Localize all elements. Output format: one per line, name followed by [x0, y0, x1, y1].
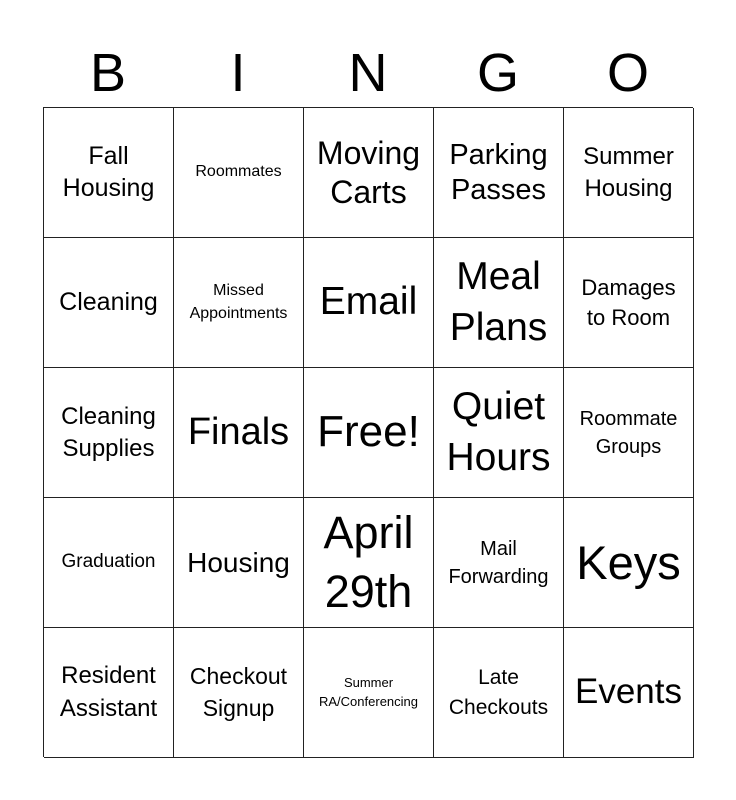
bingo-cell[interactable]: Graduation [44, 498, 174, 628]
bingo-cell[interactable]: Quiet Hours [434, 368, 564, 498]
bingo-cell[interactable]: Parking Passes [434, 108, 564, 238]
bingo-header [43, 42, 693, 104]
bingo-cell[interactable]: April 29th [304, 498, 434, 628]
bingo-cell[interactable]: Mail Forwarding [434, 498, 564, 628]
bingo-cell[interactable]: Late Checkouts [434, 628, 564, 758]
bingo-cell[interactable]: Missed Appointments [174, 238, 304, 368]
bingo-cell[interactable]: Cleaning Supplies [44, 368, 174, 498]
header-letter-i: I [230, 43, 246, 103]
bingo-cell[interactable]: Events [564, 628, 694, 758]
header-letter-b: B [89, 43, 127, 103]
bingo-cell[interactable]: Summer Housing [564, 108, 694, 238]
header-letter-o: O [606, 43, 649, 103]
bingo-cell[interactable]: Email [304, 238, 434, 368]
bingo-cell[interactable]: Finals [174, 368, 304, 498]
bingo-card [43, 107, 693, 757]
header-letter-n: N [348, 43, 388, 103]
bingo-cell[interactable]: Keys [564, 498, 694, 628]
bingo-cell[interactable]: Fall Housing [44, 108, 174, 238]
bingo-cell[interactable]: Housing [174, 498, 304, 628]
bingo-cell[interactable]: Cleaning [44, 238, 174, 368]
bingo-cell[interactable]: Damages to Room [564, 238, 694, 368]
bingo-cell[interactable]: Moving Carts [304, 108, 434, 238]
bingo-cell[interactable]: Roommate Groups [564, 368, 694, 498]
header-letter-g: G [476, 43, 519, 103]
bingo-cell[interactable]: Roommates [174, 108, 304, 238]
bingo-cell[interactable]: Checkout Signup [174, 628, 304, 758]
bingo-cell[interactable]: Summer RA/Conferencing [304, 628, 434, 758]
bingo-cell[interactable]: Free! [304, 368, 434, 498]
bingo-cell[interactable]: Meal Plans [434, 238, 564, 368]
bingo-cell[interactable]: Resident Assistant [44, 628, 174, 758]
